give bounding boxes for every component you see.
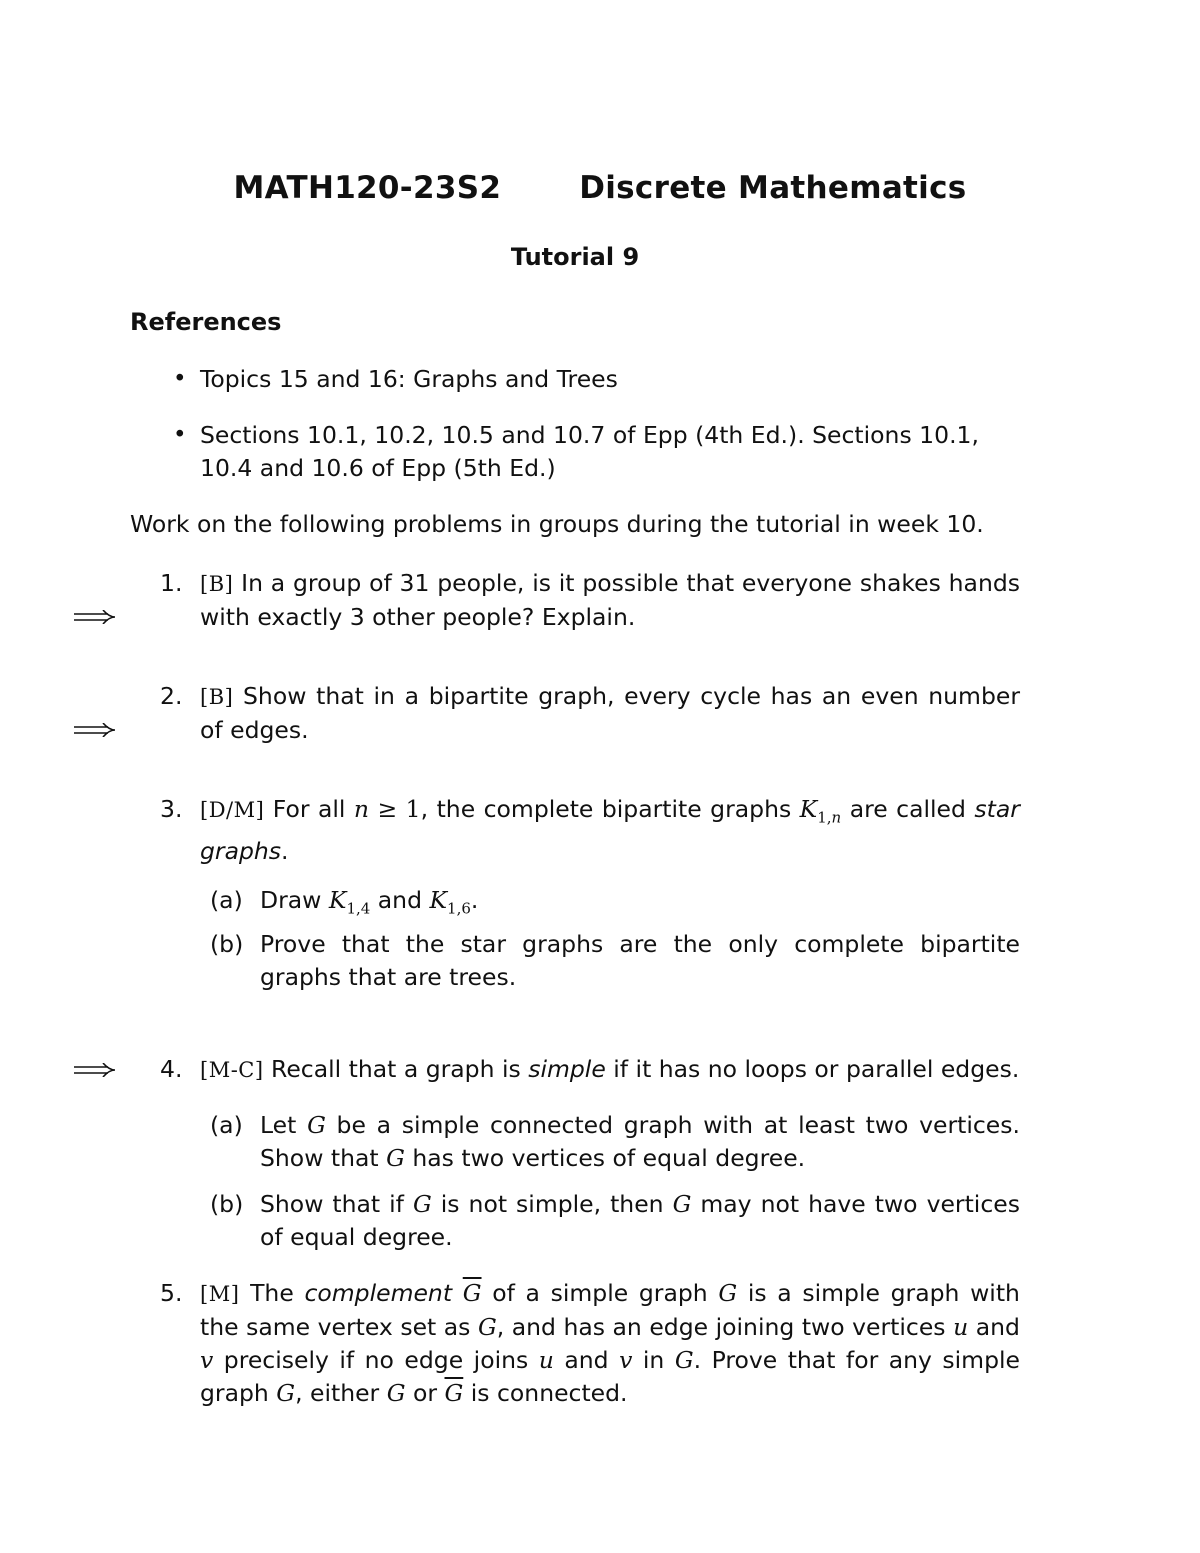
bullet-icon: • bbox=[173, 366, 187, 392]
problem-3: 3. [D/M] For all n ≥ 1, the complete bipartite graphs $K_{1,n}$ are called star graphs. bbox=[160, 795, 1020, 865]
double-arrow-icon bbox=[74, 1063, 116, 1077]
problem-3a: (a) Draw $K_{1,4}$ and $K_{1,6}$. bbox=[210, 886, 479, 918]
document-title bbox=[0, 170, 1200, 206]
double-arrow-icon bbox=[74, 610, 116, 624]
emphasis-text: complement bbox=[304, 1279, 453, 1307]
problem-4b: (b) Show that if G is not simple, then G may not have two vertices of equal degree. bbox=[210, 1190, 1020, 1251]
difficulty-tag: [M] bbox=[200, 1282, 240, 1306]
double-arrow-icon bbox=[74, 723, 116, 737]
problem-2: 2. [B] Show that in a bipartite graph, every cycle has an even number of edges. bbox=[160, 682, 1020, 744]
reference-item: • Topics 15 and 16: Graphs and Trees bbox=[200, 363, 1020, 396]
bullet-icon: • bbox=[173, 422, 187, 448]
tutorial-number: Tutorial 9 bbox=[510, 243, 640, 271]
problem-5: 5. [M] The complement $\overline{G}$ of a simple graph G is a simple graph with the same vertex set as G, and has an edge joining two vertices u and v precisely if no edge joins u and v in G. Prove that for any simple graph G, either G or $\overline{G}$ is connected. bbox=[160, 1279, 1020, 1407]
references-heading: References bbox=[130, 308, 282, 336]
course-name: Discrete Mathematics bbox=[579, 170, 967, 206]
difficulty-tag: [D/M] bbox=[200, 798, 265, 822]
difficulty-tag: [M-C] bbox=[200, 1058, 264, 1082]
emphasis-text: star graphs bbox=[200, 795, 1020, 865]
problem-4a: (a) Let G be a simple connected graph with at least two vertices. Show that G has two vertices of equal degree. bbox=[210, 1111, 1020, 1172]
course-code: MATH120-23S2 bbox=[233, 170, 502, 206]
difficulty-tag: [B] bbox=[200, 685, 234, 709]
problem-3b: (b) Prove that the star graphs are the only complete bipartite graphs that are trees. bbox=[210, 930, 1020, 991]
emphasis-text: simple bbox=[528, 1055, 606, 1083]
difficulty-tag: [B] bbox=[200, 572, 234, 596]
problem-1: 1. [B] In a group of 31 people, is it possible that everyone shakes hands with exactly 3 other people? Explain. bbox=[160, 569, 1020, 631]
reference-item: • Sections 10.1, 10.2, 10.5 and 10.7 of Epp (4th Ed.). Sections 10.1, 10.4 and 10.6 of Epp (5th Ed.) bbox=[173, 421, 979, 482]
instructions-text: Work on the following problems in groups during the tutorial in week 10. bbox=[130, 510, 984, 538]
problem-4: 4. [M-C] Recall that a graph is simple if it has no loops or parallel edges. bbox=[160, 1055, 1020, 1083]
